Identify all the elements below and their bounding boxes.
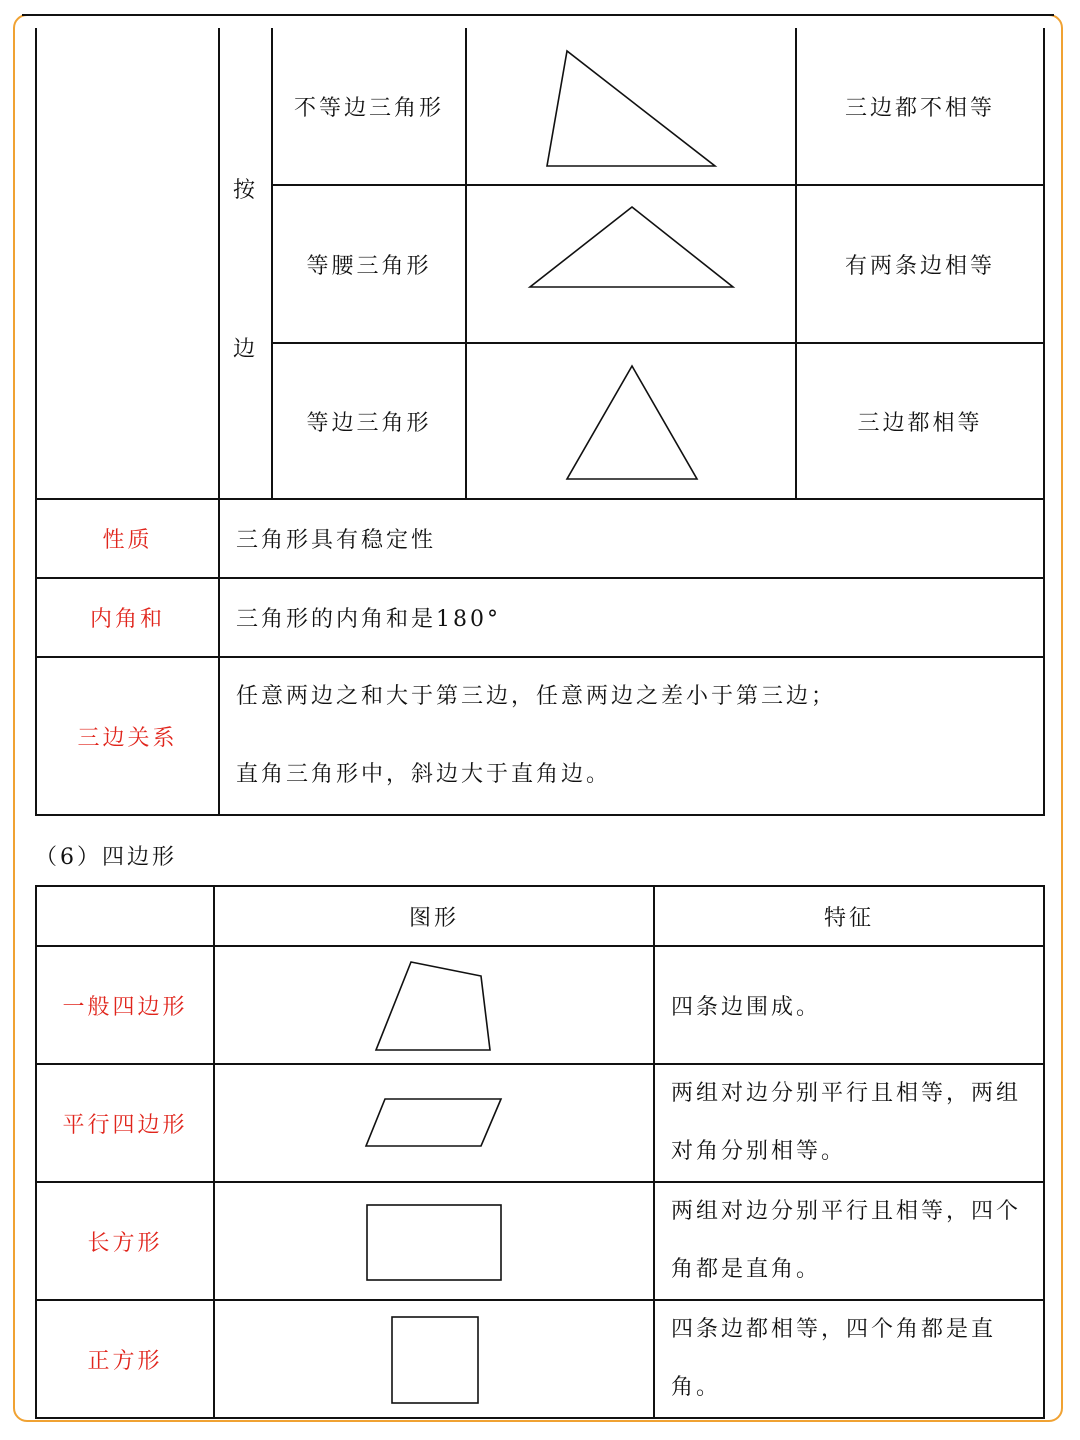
shape-name: 等边三角形 [272,343,466,499]
angle-sum-label: 内角和 [36,578,219,657]
table-header-row [36,886,1044,946]
property-label: 性质 [36,499,219,578]
shape-name: 正方形 [36,1300,214,1418]
group-label-top: 按 [232,178,258,203]
table-row [36,1300,1044,1418]
shape-name: 平行四边形 [36,1064,214,1182]
quadrilateral-table [35,885,1045,1419]
isosceles-triangle-icon [467,189,797,339]
header-figure: 图形 [214,886,654,946]
quadrilateral-icon [215,948,655,1062]
header-blank [36,886,214,946]
shape-feature: 两组对边分别平行且相等，四个角都是直角。 [654,1182,1044,1300]
header-feature: 特征 [654,886,1044,946]
shape-figure [466,343,796,499]
shape-figure [214,946,654,1064]
rectangle-icon [215,1184,655,1298]
parallelogram-icon [215,1066,655,1180]
side-relation-line-2: 直角三角形中，斜边大于直角边。 [236,762,612,787]
scalene-triangle-icon [467,31,797,181]
shape-figure [214,1300,654,1418]
table-row [36,1064,1044,1182]
top-rule [22,14,1054,16]
shape-name: 等腰三角形 [272,185,466,343]
shape-feature: 三边都相等 [796,343,1044,499]
table-row [36,28,1044,185]
shape-feature: 四条边都相等，四个角都是直角。 [654,1300,1044,1418]
shape-feature: 有两条边相等 [796,185,1044,343]
triangle-table [35,28,1045,816]
table-row [36,499,1044,578]
shape-name: 一般四边形 [36,946,214,1064]
shape-feature: 四条边围成。 [654,946,1044,1064]
angle-sum-text: 三角形的内角和是180° [219,578,1044,657]
group-label-by-sides [219,28,272,499]
shape-figure [214,1064,654,1182]
section-title: （6）四边形 [35,845,177,870]
shape-feature: 三边都不相等 [796,28,1044,185]
shape-figure [214,1182,654,1300]
group-label-bottom: 边 [232,337,258,362]
table-row [36,1182,1044,1300]
side-relation-line-1: 任意两边之和大于第三边，任意两边之差小于第三边； [236,684,837,709]
equilateral-triangle-icon [467,346,797,496]
table-row [36,946,1044,1064]
shape-name: 长方形 [36,1182,214,1300]
blank-cell [36,28,219,499]
shape-feature: 两组对边分别平行且相等，两组对角分别相等。 [654,1064,1044,1182]
square-icon [215,1302,655,1416]
side-relation-text [219,657,1044,815]
shape-figure [466,185,796,343]
property-text: 三角形具有稳定性 [219,499,1044,578]
table-row [36,578,1044,657]
table-row [36,657,1044,815]
shape-name: 不等边三角形 [272,28,466,185]
side-relation-label: 三边关系 [36,657,219,815]
shape-figure [466,28,796,185]
